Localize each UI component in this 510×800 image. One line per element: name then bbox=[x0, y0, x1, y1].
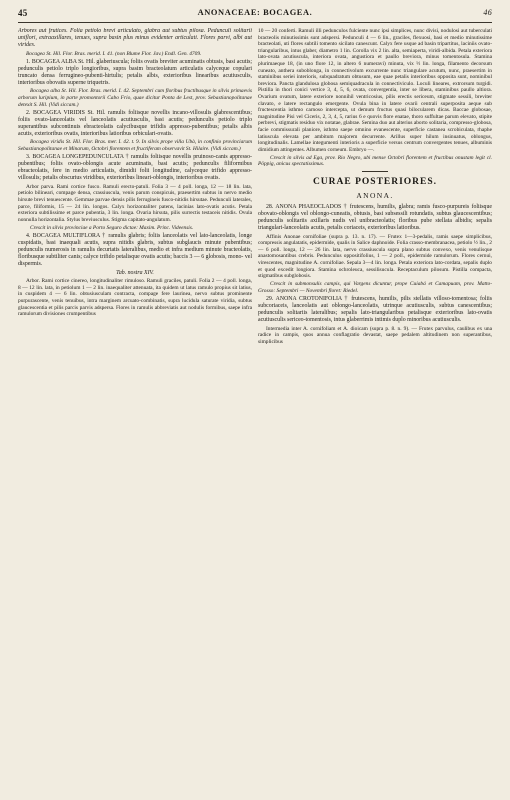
genus-reference: Bocagea St. Hil. Flor. Bras. merid. I. 41. (non Blume Flor. Jav.) Endl. Gen. 4709. bbox=[26, 50, 202, 57]
species-1-note: Bocagea alba St. Hil. Flor. Bras. merid. I. 42. Septembri cum floribus fructibusque in silvis primaevis arborum luripium, in parte promontorii Cabo Frio, quae dicitur Ponta de Lest, prov. Sebastianopolitanae detexit S. Hil. (Vidi siccam.) bbox=[18, 88, 252, 108]
species-29-diagnosis: 29. ANONA CROTONIFOLIA † frutescens, humilis, pilis stellatis villoso-tomentosa; foliis subcoriaceis, lanceolatis aut oblongo-lanceolatis, utrinque acutiusculis, subtus canescentibus; pedunculis solitariis lateralibus; sepalis lato-triangularibus petalisque exterioribus lato-ovatis acutiusculis sericeo-tomentosis, intus glaberrimis intimis duplo minoribus acutiusculis. bbox=[258, 296, 492, 324]
species-29-description: Intermedia inter A. cornifoliam et A. dioicam (supra p. 8. n. 9). — Frutex parvulus, caulibus ex una radice in campis, quos annua conflagratio devastat, saepe pedalem altitudinem non superantibus, simplicibus bbox=[258, 325, 492, 345]
species-4-description-continued: 10 — 20 conferti. Ramuli illi pedunculos fulciente nunc ipsi simplices, nunc divisi, nodulosi aut tuberculati bracteolis minutissimis sunt adspersi. Pedunculi 4 — 6 lin., graciles, flexuosi, basi et medio minutissime bracteolati, uti flores subtili tomento sicilato canescunt. Calyx fere usque ad basin tripartitus, laciniis ovato-triangularibus, intus glaber, diametro 1 lin. Corolla vix 2 lin. alta, semiaperta, viridi-albida. Petala exteriora lato-ovata acutiuscula, interiora ovata, angustiora et paullo breviora, minus tomentosula. Stamina plurimaeque 18, (in uno flore 12, in altero 6 numeravi) minuta, vix ½ lin. longa, filamento decorsum cuneato, anthera suboblonga, in connectivolum excurrente nunc triangulare acutum, nunc, praesertim in staminibus seriei interioris, subquadratum obtusum, eae quae petalis interioribus opposita sunt, nominibul breviora. Pancta glandulosa globosa semiquadracula in connectiviculo. Loculi lineares, extrorsum turgidi. Pistilla in thori conici vertice 3, 4, 5, 6, ovata, convergentia, inter se libera, staminibus paullo altiora. Ovarium ovatum, latere exteriore nonnihil ventricosius, pilis erectis sericeum, stigmate sessili, breviter clavato, e latere rectangulo emergente. Ovula bina in latere ovarii centrali superposita aeque sub fructescentia isthmo carnoso intercepta, ut demum fructus quasi bilocularem dicas. Baccae globosae, magnitudine Pisi vel Ciceris, 2, 3, 4, 5, rarius 6 e quovis flore enatae, thoro suffultae parum elevato, stipite perbrevi, stigmatis residuo vix notatae, glabrae. Semina duo aut alterius aborto solitaria, compresso-globosa, facie commissurali planiore, isthmo saepe omnino evanescente, superficie castanea scrobiculata, rhaphe latiuscula elevata per ambitum majorem decurrente. Arillus super hilum insinuatus, oblongus, longitudinalis. Lamellae integumenti interioris a superficie versus centrum convergentes tenues, albuminis dimidium attingentes. Albumen corneum. Embryo —. bbox=[258, 28, 492, 153]
species-28-diagnosis: 28. ANONA PHAEOCLADOS † frutescens, humilis, glabra; ramis fusco-purpureis foliisque obovato-oblongis vel oblongo-cuneatis, obtusis, basi subsessili rotundatis, subtus glaucescentibus; pedunculis solitariis axillaris nudis vel unibracteolatis; floribus pube stellata albidis; sepalis triangulari-lanceolatis acutis, petalis coriaceis, exterioribus latioribus. bbox=[258, 203, 492, 232]
header-rule bbox=[18, 22, 492, 23]
species-4-diagnosis: 4. BOCAGEA MULTIFLORA † ramulis glabris; foliis lanceolatis vel lato-lanceolatis, longe cuspidatis, basi inaequali acutis, supra nitidis glabris, subtus subglaucis minute pubentibus; pedunculis numerosis in ramulis decurtatis lateralibus, medio et infra medium minute bracteolatis, floribusque subtiliter canis; calyce trifido petalisque ovatis acutis; baccis 3 — 6 globosis, mono- vel dispermis. bbox=[18, 232, 252, 268]
genus-description: Arbores aut frutices. Folia petiolo brevi articulato, glabra aut subtus pilosa. Pedunculi solitarii uniflori, extraaxillares, tenues, supra basin plus minus evidenter articulati. Flores parvi, albi aut virides. bbox=[18, 28, 252, 49]
species-2-note: Bocagea viridis St. Hil. Flor. Bras. mer. I. 42. t. 9. In silvis prope villa Ubà, in confinio provinciarum Sebastianopolitanae et Minarum, Octobri florentem et fructiferam observavit St. Hilaire. (Vidi siccam.) bbox=[18, 139, 252, 152]
species-4-description: Arbor. Rami cortice cinereo, longitudinaliter rimuloso. Ramuli graciles, patuli. Folia 2 — 4 poll. longa, 8 — 12 lin. lata, in petiolum 1 — 2 lin. inaequaliter attenuata, ita quidem ut latus ramulo propius sit latius, in cuspidem 4 — 6 lin. obtusiusculam contracta, compage fere laurinea, nervo subtus prominente purpurascente, venis tenuibus, intra marginem arcuato-combinatis, supra lucidula saturate viridia, subtus glaucescentia et pilis parcis parvis adspersa. Flores in ramulis abbreviatis aut nodulis formibus, saepe infra ramulorum divisiones crumpentibus bbox=[18, 278, 252, 318]
page-number: 45 bbox=[18, 8, 28, 18]
species-3-locality: Crescit in silvis provinciae a Porto Seguro dictae: Maxim. Princ. Videensis. bbox=[30, 224, 194, 231]
left-column bbox=[18, 28, 252, 790]
species-2-diagnosis: 2. BOCAGEA VIRIDIS St. Hil. ramulis foliisque novellis incano-villosulis glabrescentibus; foliis ovato-lanceolatis vel lanceolatis acutiusculis, basi acutis; pedunculis petiolo triplo superantibus subcontinuis ebracteolatis calycibusque trifidis appresso-pubentibus; petalis albis acutis, exterioribus ovatis, interioribus latioribus orbiculari-ovatis. bbox=[18, 109, 252, 137]
species-4-locality: Crescit in silvis ad Ega, prov. Rio Negro, ubi mense Octobri florentem et fructibus onustam legit cl. Pöppig, anicus spectatissimus. bbox=[258, 154, 492, 168]
page-header bbox=[18, 8, 492, 22]
species-28-description: Affinis Anonae cornifoliae (supra p. 13. n. 17). — Frutex 1—3-pedalis, ramis saepe simplicibus, compressis angulatatis, epidermide, qualis in Salice daphnoide. Folia crasso-membranacea, petiolo ½ lin., 2 — 6 poll. longa, 12 — 26 lin. lata, nervo crassiuscula supra plano subtus convexo, venis venulisque anastomosantibus crebris. Pedunculus oppositifolius, 1 — 2 poll., epidermide ramulorum. Flores cernui, virescentes, magnitudine A. cornifoliae. Sepala 3—4 lin. longa. Petala exteriora lato-cordata, sepalis duplo et quod excedit longiora. Stamina ochroleuca, sessilisucula. Receptaculum pilosum. Pistilla compacta, stigmatibus subglobosis. bbox=[258, 233, 492, 280]
section-title: CURAE POSTERIORES. bbox=[312, 176, 438, 187]
section-divider bbox=[362, 171, 388, 172]
running-head-title: ANONACEAE: BOCAGEA. bbox=[197, 8, 313, 17]
page-number-duplicate: 46 bbox=[483, 8, 492, 17]
section-subtitle: ANONA. bbox=[356, 190, 394, 200]
species-28-locality: Crescit in submonsulis campis, qui Vargens dicuntur, prope Cuiabá et Camapuam, prov. Matto-Grosso: Septembri — Novembri floret: Riedel. bbox=[258, 281, 492, 294]
right-column bbox=[258, 28, 492, 790]
species-3-description: Arbor parva. Rami cortice fusco. Ramuli erecto-patuli. Folia 3 — 4 poll. longa, 12 — 18 lin. lata, petiolo bilineari, compage densa, crassiuscula, venis parum conspicuis, praesertim subtus in nervo medio hirsute brevi tenuescente. Gemmae parvae densis pilis ferrugineis fusco-nitidis hirsutae. Pedunculi laterales, parce, filiformis, 15 — 24 lin. longos. Calyx horizontaliter patens, lacinias lato-ovatis acutis. Petala exteriora subtilissime et parce pubentia, 3 lin. longa. Ovaria hirsuta, pilis surrectis testaceis nitidis. Ovula nonnulla horizontalia. Stylus breviusculus. Stigma capitato-angulatum. bbox=[18, 183, 252, 223]
species-3-diagnosis: 3. BOCAGEA LONGEPEDUNCULATA † ramulis foliisque novellis pruinoso-canis appresso-pubentibus; foliis ovato-oblongis acute acuminatis, basi acutis; pedunculis filiformibus ebracteolatis, fere in medio articulatis, dimidii folii longitudine, calyceque trifido appresso-villosulis; petalis obscurius viridibus, exterioribus lineari-oblongis, interioribus ovatis. bbox=[18, 154, 252, 182]
species-1-diagnosis: 1. BOCAGEA ALBA St. Hil. glaberiuscula; foliis ovatis breviter acuminatis obtusis, basi acutis; pedunculis petiolo triplo longioribus, supra basim bracteolatum articulatis calyceque copulari truncato densa ferrugineo-pubenti-hirtulis; petalis albis, exterioribus linearibus acutiusculis, interioribus obovatis superne triquetris. bbox=[18, 58, 252, 86]
plate-reference: Tab. nostra XIV. bbox=[116, 269, 154, 276]
